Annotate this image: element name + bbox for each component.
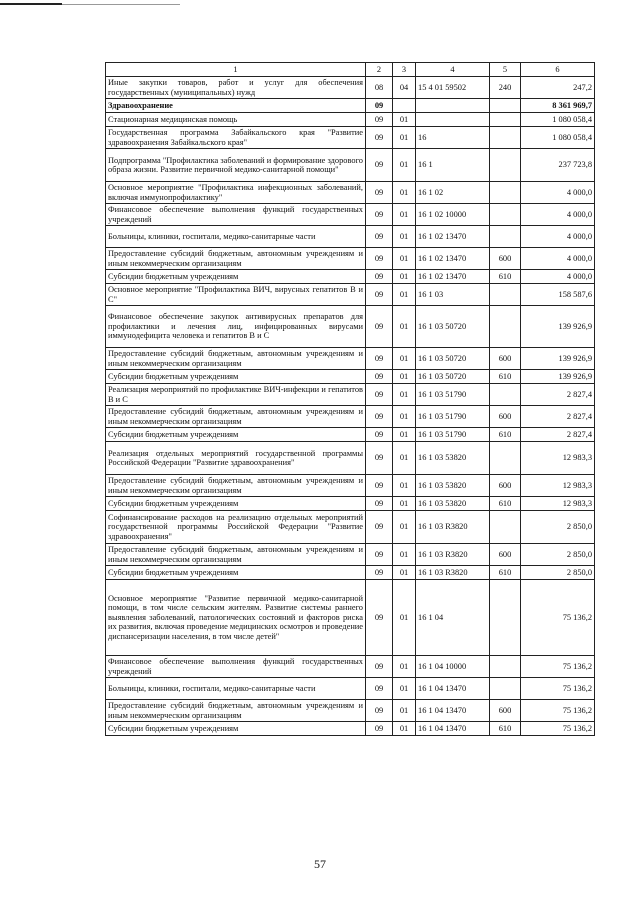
table-row [106,348,595,370]
table-row [106,442,595,475]
row-subsection-code: 01 [393,226,416,248]
row-name: Предоставление субсидий бюджетным, автономным учреждениям и иным некоммерческим организациям [106,248,366,270]
row-subsection-code: 01 [393,149,416,182]
header-row [106,63,595,77]
row-section-code: 09 [366,384,393,406]
row-expense-type: 610 [490,270,521,284]
page-number: 57 [314,857,326,871]
row-section-code: 09 [366,580,393,656]
row-amount: 4 000,0 [521,226,595,248]
row-subsection-code: 01 [393,497,416,511]
table-row [106,270,595,284]
table-row [106,700,595,722]
row-name: Основное мероприятие "Профилактика инфекционных заболеваний, включая иммунопрофилактику" [106,182,366,204]
table-row [106,580,595,656]
table-row [106,544,595,566]
row-amount: 75 136,2 [521,700,595,722]
row-target-article: 16 1 03 50720 [416,370,490,384]
table-row [106,149,595,182]
row-subsection-code: 01 [393,580,416,656]
row-target-article: 16 1 03 R3820 [416,511,490,544]
row-name: Реализация отдельных мероприятий государственной программы Российской Федерации "Развитие здравоохранения" [106,442,366,475]
row-subsection-code: 01 [393,544,416,566]
row-name: Предоставление субсидий бюджетным, автономным учреждениям и иным некоммерческим организациям [106,700,366,722]
row-amount: 2 827,4 [521,406,595,428]
row-amount: 4 000,0 [521,248,595,270]
row-amount: 2 850,0 [521,566,595,580]
table-row [106,678,595,700]
header-col-5: 5 [490,63,521,77]
row-section-code: 09 [366,348,393,370]
row-subsection-code: 01 [393,722,416,736]
row-amount: 139 926,9 [521,306,595,348]
row-target-article: 16 1 04 13470 [416,678,490,700]
row-subsection-code: 01 [393,113,416,127]
row-amount: 4 000,0 [521,270,595,284]
scan-artifact-line [0,3,62,5]
row-amount: 1 080 058,4 [521,127,595,149]
row-section-code: 09 [366,700,393,722]
row-target-article: 16 1 04 13470 [416,722,490,736]
row-section-code: 09 [366,722,393,736]
table-row [106,226,595,248]
row-target-article: 16 1 03 53820 [416,442,490,475]
row-section-code: 09 [366,511,393,544]
row-section-code: 08 [366,77,393,99]
row-section-code: 09 [366,149,393,182]
row-subsection-code: 01 [393,127,416,149]
row-expense-type [490,656,521,678]
row-subsection-code [393,99,416,113]
row-expense-type [490,580,521,656]
row-section-code: 09 [366,182,393,204]
row-amount: 75 136,2 [521,678,595,700]
row-section-code: 09 [366,284,393,306]
row-target-article: 16 1 03 50720 [416,348,490,370]
row-section-code: 09 [366,370,393,384]
table-row [106,656,595,678]
row-name: Финансовое обеспечение выполнения функций государственных учреждений [106,204,366,226]
row-expense-type: 610 [490,566,521,580]
row-section-code: 09 [366,248,393,270]
row-target-article: 16 1 [416,149,490,182]
row-section-code: 09 [366,656,393,678]
row-target-article: 16 1 02 13470 [416,248,490,270]
row-name: Субсидии бюджетным учреждениям [106,270,366,284]
row-expense-type: 600 [490,544,521,566]
table-row [106,384,595,406]
row-amount: 2 850,0 [521,511,595,544]
row-name: Здравоохранение [106,99,366,113]
row-target-article: 16 1 03 50720 [416,306,490,348]
row-target-article: 15 4 01 59502 [416,77,490,99]
table-row [106,306,595,348]
row-amount: 8 361 969,7 [521,99,595,113]
row-name: Иные закупки товаров, работ и услуг для обеспечения государственных (муниципальных) нужд [106,77,366,99]
row-target-article: 16 1 03 R3820 [416,544,490,566]
row-section-code: 09 [366,270,393,284]
row-section-code: 09 [366,497,393,511]
row-expense-type [490,127,521,149]
row-name: Стационарная медицинская помощь [106,113,366,127]
table-row [106,204,595,226]
row-target-article [416,99,490,113]
row-amount: 2 827,4 [521,384,595,406]
row-subsection-code: 01 [393,442,416,475]
row-expense-type [490,149,521,182]
row-expense-type [490,226,521,248]
row-section-code: 09 [366,406,393,428]
row-subsection-code: 01 [393,511,416,544]
row-target-article: 16 [416,127,490,149]
row-name: Финансовое обеспечение выполнения функций государственных учреждений [106,656,366,678]
row-subsection-code: 01 [393,428,416,442]
row-name: Больницы, клиники, госпитали, медико-санитарные части [106,678,366,700]
row-target-article: 16 1 04 [416,580,490,656]
row-subsection-code: 01 [393,248,416,270]
row-name: Государственная программа Забайкальского края "Развитие здравоохранения Забайкальского края" [106,127,366,149]
row-name: Основное мероприятие "Профилактика ВИЧ, вирусных гепатитов В и С" [106,284,366,306]
row-name: Предоставление субсидий бюджетным, автономным учреждениям и иным некоммерческим организациям [106,348,366,370]
row-target-article: 16 1 03 53820 [416,497,490,511]
row-amount: 1 080 058,4 [521,113,595,127]
row-expense-type [490,678,521,700]
row-section-code: 09 [366,226,393,248]
row-name: Больницы, клиники, госпитали, медико-санитарные части [106,226,366,248]
header-col-1: 1 [106,63,366,77]
row-section-code: 09 [366,99,393,113]
row-subsection-code: 01 [393,370,416,384]
table-row [106,475,595,497]
row-amount: 139 926,9 [521,348,595,370]
row-target-article: 16 1 03 51790 [416,428,490,442]
row-target-article: 16 1 03 53820 [416,475,490,497]
row-target-article: 16 1 03 [416,284,490,306]
table-row [106,511,595,544]
row-subsection-code: 01 [393,270,416,284]
row-section-code: 09 [366,306,393,348]
row-amount: 12 983,3 [521,475,595,497]
table-row [106,77,595,99]
row-target-article: 16 1 04 13470 [416,700,490,722]
row-name: Предоставление субсидий бюджетным, автономным учреждениям и иным некоммерческим организациям [106,544,366,566]
row-section-code: 09 [366,566,393,580]
row-section-code: 09 [366,678,393,700]
budget-table [105,62,595,736]
row-subsection-code: 01 [393,678,416,700]
row-subsection-code: 01 [393,475,416,497]
row-target-article: 16 1 02 10000 [416,204,490,226]
table-row [106,182,595,204]
row-amount: 4 000,0 [521,182,595,204]
table-row [106,722,595,736]
row-name: Реализация мероприятий по профилактике ВИЧ-инфекции и гепатитов В и С [106,384,366,406]
row-subsection-code: 01 [393,700,416,722]
row-amount: 75 136,2 [521,722,595,736]
row-target-article: 16 1 02 13470 [416,270,490,284]
row-name: Субсидии бюджетным учреждениям [106,370,366,384]
row-name: Основное мероприятие "Развитие первичной медико-санитарной помощи, в том числе сельским жителям. Развитие системы раннего выявления заболеваний, патологических состояний и факторов риска их развития, включая проведение медицинских осмотров и проведение диспансеризации населения, в том числе детей" [106,580,366,656]
scan-artifact-line-faint [62,4,180,5]
row-name: Субсидии бюджетным учреждениям [106,722,366,736]
table-row [106,248,595,270]
row-section-code: 09 [366,127,393,149]
row-name: Субсидии бюджетным учреждениям [106,566,366,580]
row-subsection-code: 01 [393,656,416,678]
row-expense-type [490,204,521,226]
table-row [106,497,595,511]
row-expense-type: 600 [490,248,521,270]
row-amount: 75 136,2 [521,580,595,656]
row-name: Предоставление субсидий бюджетным, автономным учреждениям и иным некоммерческим организациям [106,406,366,428]
row-target-article: 16 1 02 13470 [416,226,490,248]
header-col-4: 4 [416,63,490,77]
row-section-code: 09 [366,544,393,566]
row-target-article: 16 1 03 R3820 [416,566,490,580]
row-target-article [416,113,490,127]
row-expense-type [490,113,521,127]
row-expense-type [490,442,521,475]
row-section-code: 09 [366,428,393,442]
table-row [106,406,595,428]
row-target-article: 16 1 03 51790 [416,406,490,428]
row-amount: 2 827,4 [521,428,595,442]
row-expense-type: 600 [490,406,521,428]
row-expense-type: 240 [490,77,521,99]
row-amount: 4 000,0 [521,204,595,226]
row-expense-type: 610 [490,497,521,511]
table-row [106,428,595,442]
row-amount: 2 850,0 [521,544,595,566]
table-row [106,99,595,113]
row-name: Финансовое обеспечение закупок антивирусных препаратов для профилактики и лечения лиц, инфицированных вирусами иммунодефицита человека и гепатитов В и С [106,306,366,348]
row-expense-type [490,284,521,306]
row-target-article: 16 1 04 10000 [416,656,490,678]
row-name: Предоставление субсидий бюджетным, автономным учреждениям и иным некоммерческим организациям [106,475,366,497]
row-subsection-code: 01 [393,566,416,580]
row-target-article: 16 1 02 [416,182,490,204]
row-amount: 12 983,3 [521,442,595,475]
header-col-3: 3 [393,63,416,77]
row-amount: 158 587,6 [521,284,595,306]
row-amount: 75 136,2 [521,656,595,678]
row-name: Софинансирование расходов на реализацию отдельных мероприятий государственной программы Российской Федерации "Развитие здравоохранения" [106,511,366,544]
table-body [106,77,595,736]
table-row [106,370,595,384]
table-row [106,127,595,149]
row-amount: 237 723,8 [521,149,595,182]
row-expense-type [490,182,521,204]
row-subsection-code: 01 [393,384,416,406]
row-expense-type: 600 [490,348,521,370]
row-section-code: 09 [366,113,393,127]
row-expense-type [490,384,521,406]
row-expense-type: 610 [490,722,521,736]
header-col-2: 2 [366,63,393,77]
row-subsection-code: 04 [393,77,416,99]
header-col-6: 6 [521,63,595,77]
row-expense-type: 610 [490,428,521,442]
row-expense-type: 600 [490,700,521,722]
row-name: Субсидии бюджетным учреждениям [106,497,366,511]
table-row [106,113,595,127]
row-subsection-code: 01 [393,348,416,370]
row-subsection-code: 01 [393,406,416,428]
row-expense-type: 600 [490,475,521,497]
row-target-article: 16 1 03 51790 [416,384,490,406]
row-expense-type [490,99,521,113]
row-section-code: 09 [366,475,393,497]
row-amount: 247,2 [521,77,595,99]
table-row [106,566,595,580]
row-expense-type [490,511,521,544]
row-subsection-code: 01 [393,182,416,204]
row-name: Подпрограмма "Профилактика заболеваний и формирование здорового образа жизни. Развитие первичной медико-санитарной помощи" [106,149,366,182]
table-row [106,284,595,306]
row-expense-type: 610 [490,370,521,384]
row-subsection-code: 01 [393,306,416,348]
row-expense-type [490,306,521,348]
row-subsection-code: 01 [393,284,416,306]
row-name: Субсидии бюджетным учреждениям [106,428,366,442]
row-amount: 139 926,9 [521,370,595,384]
row-amount: 12 983,3 [521,497,595,511]
row-subsection-code: 01 [393,204,416,226]
row-section-code: 09 [366,442,393,475]
row-section-code: 09 [366,204,393,226]
